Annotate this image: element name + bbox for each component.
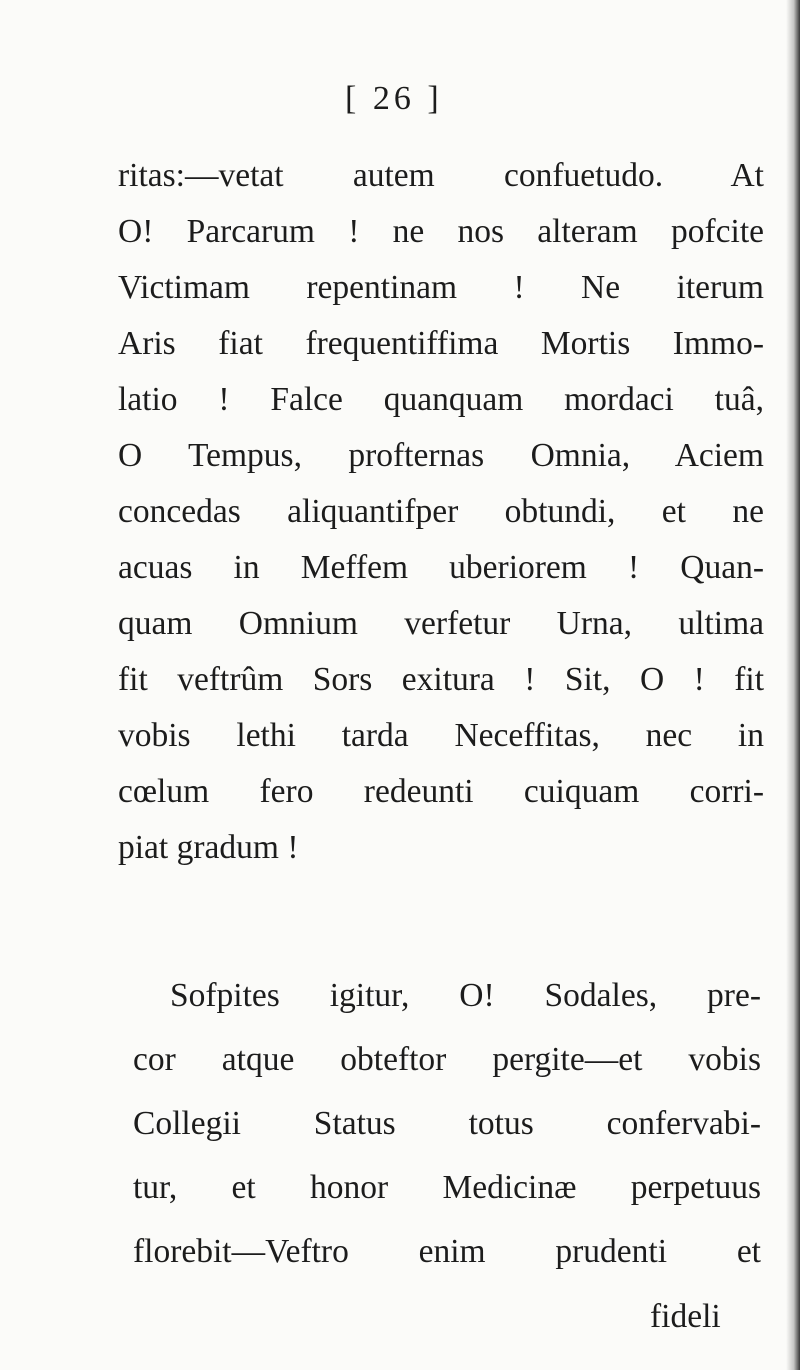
- text-line: cor atque obteftor pergite—et vobis: [133, 1041, 761, 1078]
- text-line: O Tempus, profternas Omnia, Aciem: [118, 437, 764, 474]
- text-line: cœlum fero redeunti cuiquam corri-: [118, 773, 764, 810]
- text-line: fit veftrûm Sors exitura ! Sit, O ! fit: [118, 661, 764, 698]
- text-line: acuas in Meffem uberiorem ! Quan-: [118, 549, 764, 586]
- text-line: Collegii Status totus confervabi-: [133, 1105, 761, 1142]
- page-edge-shadow: [786, 0, 800, 1370]
- text-line: florebit—Veftro enim prudenti et: [133, 1233, 761, 1270]
- text-line: concedas aliquantifper obtundi, et ne: [118, 493, 764, 530]
- text-line: ritas:—vetat autem confuetudo. At: [118, 157, 764, 194]
- text-line: Victimam repentinam ! Ne iterum: [118, 269, 764, 306]
- text-line: Sofpites igitur, O! Sodales, pre-: [170, 977, 761, 1014]
- text-line: O! Parcarum ! ne nos alteram pofcite: [118, 213, 764, 250]
- page-number: [ 26 ]: [345, 80, 443, 117]
- catchword: fideli: [650, 1298, 721, 1335]
- text-line: vobis lethi tarda Neceffitas, nec in: [118, 717, 764, 754]
- text-line: quam Omnium verfetur Urna, ultima: [118, 605, 764, 642]
- text-line: tur, et honor Medicinæ perpetuus: [133, 1169, 761, 1206]
- text-line: latio ! Falce quanquam mordaci tuâ,: [118, 381, 764, 418]
- text-line: Aris fiat frequentiffima Mortis Immo-: [118, 325, 764, 362]
- text-line: piat gradum !: [118, 829, 299, 866]
